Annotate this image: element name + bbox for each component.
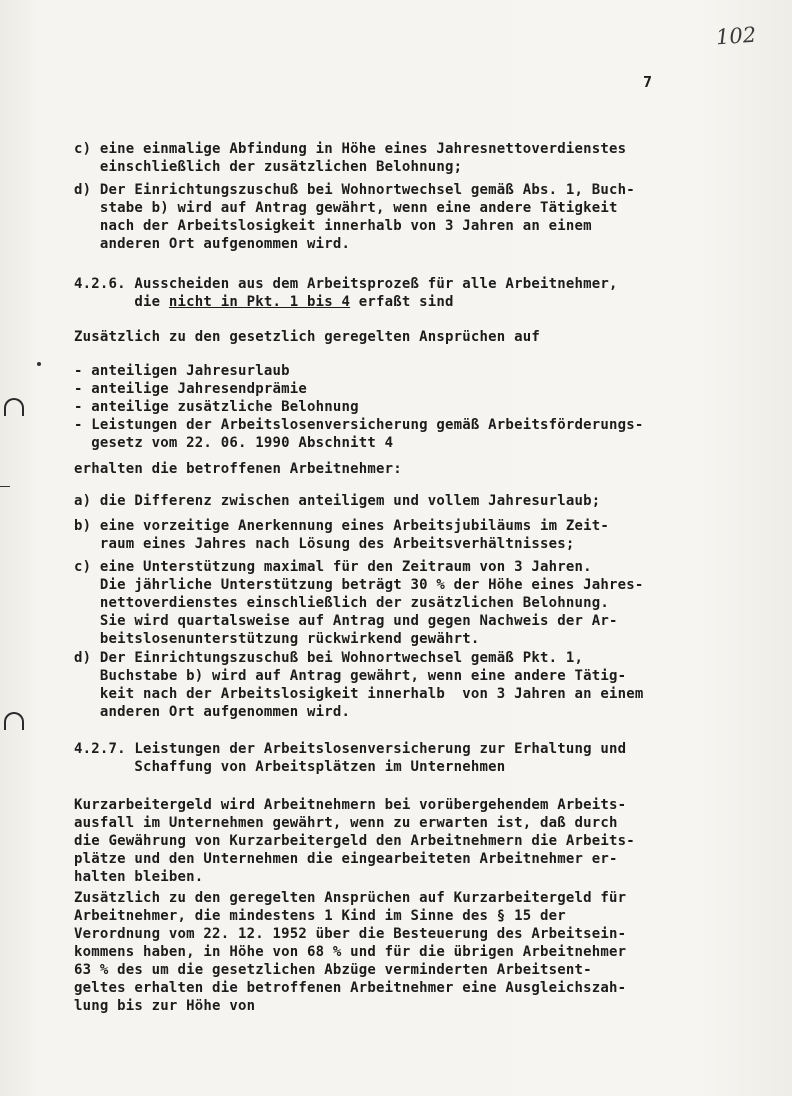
line: Arbeitnehmer, die mindestens 1 Kind im Sinne des § 15 der (74, 908, 566, 924)
section-427-heading (74, 740, 626, 776)
line: a) die Differenz zwischen anteiligem und vollem Jahresurlaub; (74, 493, 601, 509)
line: Die jährliche Unterstützung beträgt 30 % der Höhe eines Jahres- (74, 577, 644, 593)
line: Buchstabe b) wird auf Antrag gewährt, wenn eine andere Tätig- (74, 668, 627, 684)
line: Zusätzlich zu den geregelten Ansprüchen auf Kurzarbeitergeld für (74, 890, 627, 906)
heading-line: die (74, 294, 169, 310)
section-427-paragraph-2 (74, 889, 626, 1015)
punch-hole-mark-upper (4, 398, 24, 416)
bullet-item: - anteilige zusätzliche Belohnung (74, 399, 359, 415)
line: plätze und den Unternehmen die eingearbeiteten Arbeitnehmer er- (74, 851, 618, 867)
margin-dash (0, 486, 10, 487)
line: Kurzarbeitergeld wird Arbeitnehmern bei vorübergehendem Arbeits- (74, 797, 627, 813)
bullet-item: - Leistungen der Arbeitslosenversicherung gemäß Arbeitsförderungs- (74, 417, 644, 433)
paragraph-line: erhalten die betroffenen Arbeitnehmer: (74, 461, 402, 477)
heading-line: erfaßt sind (350, 294, 454, 310)
section-426-item-b (74, 517, 609, 553)
line: nach der Arbeitslosigkeit innerhalb von 3 Jahren an einem (74, 218, 592, 234)
dot-mark (37, 362, 41, 366)
paragraph-line: Zusätzlich zu den gesetzlich geregelten Ansprüchen auf (74, 329, 540, 345)
line: b) eine vorzeitige Anerkennung eines Arbeitsjubiläums im Zeit- (74, 518, 609, 534)
line: lung bis zur Höhe von (74, 998, 256, 1014)
line: einschließlich der zusätzlichen Belohnung; (74, 159, 463, 175)
heading-underlined: nicht in Pkt. 1 bis 4 (168, 294, 351, 310)
section-426-bullets (74, 362, 644, 452)
section-426-item-c (74, 558, 644, 648)
line: d) Der Einrichtungszuschuß bei Wohnortwechsel gemäß Abs. 1, Buch- (74, 182, 635, 198)
line: kommens haben, in Höhe von 68 % und für die übrigen Arbeitnehmer (74, 944, 627, 960)
section-426-item-d (74, 649, 644, 721)
bullet-item: - anteiligen Jahresurlaub (74, 363, 290, 379)
section-427-paragraph-1 (74, 796, 635, 886)
bullet-item: - anteilige Jahresendprämie (74, 381, 307, 397)
page-number: 7 (643, 73, 653, 91)
line: anderen Ort aufgenommen wird. (74, 236, 351, 252)
heading-line: Schaffung von Arbeitsplätzen im Unternehmen (74, 759, 506, 775)
line: geltes erhalten die betroffenen Arbeitnehmer eine Ausgleichszah- (74, 980, 627, 996)
line: c) eine einmalige Abfindung in Höhe eines Jahresnettoverdienstes (74, 141, 627, 157)
punch-hole-mark-lower (4, 712, 24, 730)
heading-line: 4.2.6. Ausscheiden aus dem Arbeitsprozeß für alle Arbeitnehmer, (74, 276, 618, 292)
archive-stamp-number: 102 (715, 22, 757, 50)
section-426-receive (74, 460, 402, 478)
line: ausfall im Unternehmen gewährt, wenn zu erwarten ist, daß durch (74, 815, 618, 831)
section-426-heading (74, 275, 618, 311)
line: Sie wird quartalsweise auf Antrag und gegen Nachweis der Ar- (74, 613, 618, 629)
line: c) eine Unterstützung maximal für den Zeitraum von 3 Jahren. (74, 559, 592, 575)
section-426-item-a (74, 492, 600, 510)
prev-item-d (74, 181, 635, 253)
line: anderen Ort aufgenommen wird. (74, 704, 351, 720)
bullet-item: gesetz vom 22. 06. 1990 Abschnitt 4 (74, 435, 394, 451)
section-426-intro (74, 328, 540, 346)
line: die Gewährung von Kurzarbeitergeld den Arbeitnehmern die Arbeits- (74, 833, 635, 849)
line: nettoverdienstes einschließlich der zusätzlichen Belohnung. (74, 595, 609, 611)
line: keit nach der Arbeitslosigkeit innerhalb von 3 Jahren an einem (74, 686, 644, 702)
heading-line: 4.2.7. Leistungen der Arbeitslosenversicherung zur Erhaltung und (74, 741, 627, 757)
line: 63 % des um die gesetzlichen Abzüge verminderten Arbeitsent- (74, 962, 592, 978)
prev-item-c (74, 140, 626, 176)
line: Verordnung vom 22. 12. 1952 über die Besteuerung des Arbeitsein- (74, 926, 627, 942)
line: halten bleiben. (74, 869, 204, 885)
line: beitslosenunterstützung rückwirkend gewährt. (74, 631, 480, 647)
line: stabe b) wird auf Antrag gewährt, wenn eine andere Tätigkeit (74, 200, 618, 216)
line: raum eines Jahres nach Lösung des Arbeitsverhältnisses; (74, 536, 575, 552)
line: d) Der Einrichtungszuschuß bei Wohnortwechsel gemäß Pkt. 1, (74, 650, 584, 666)
